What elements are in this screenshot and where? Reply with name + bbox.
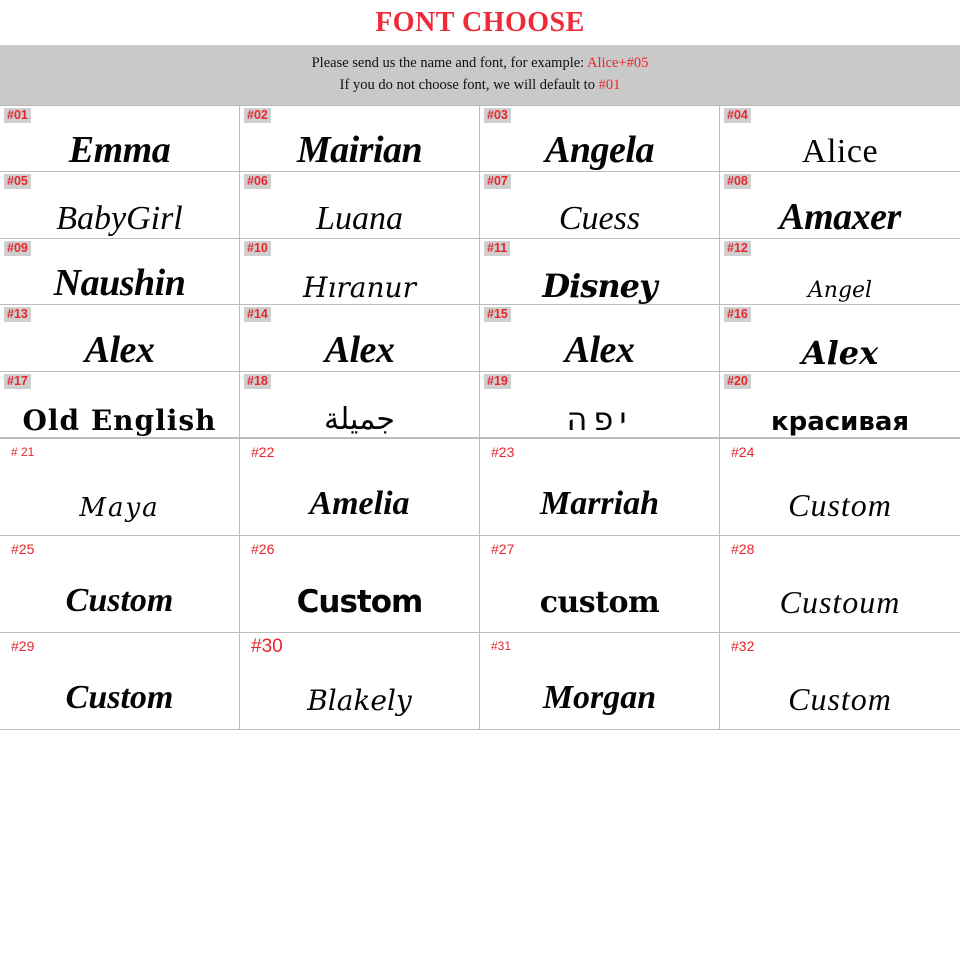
font-sample: Custom bbox=[788, 681, 892, 718]
font-sample: Custom bbox=[65, 679, 174, 717]
font-tag: #17 bbox=[4, 374, 31, 389]
font-tag: #07 bbox=[484, 174, 511, 189]
font-sample: Naushin bbox=[53, 262, 186, 305]
font-cell-05[interactable] bbox=[0, 172, 240, 239]
font-tag: #01 bbox=[4, 108, 31, 123]
font-sample: Disney bbox=[542, 267, 657, 306]
font-tag: #05 bbox=[4, 174, 31, 189]
font-sample: красивая bbox=[770, 407, 910, 438]
font-tag: #06 bbox=[244, 174, 271, 189]
font-sample: Maya bbox=[79, 493, 160, 524]
font-tag: #18 bbox=[244, 374, 271, 389]
font-cell-25[interactable] bbox=[0, 536, 240, 633]
instruction-line-1 bbox=[0, 52, 960, 74]
font-tag: #32 bbox=[731, 638, 755, 655]
font-cell-03[interactable] bbox=[480, 106, 720, 173]
font-tag: #11 bbox=[484, 241, 510, 256]
font-tag: #19 bbox=[484, 374, 511, 389]
font-cell-07[interactable] bbox=[480, 172, 720, 239]
font-cell-30[interactable] bbox=[240, 633, 480, 730]
font-cell-32[interactable] bbox=[720, 633, 960, 730]
font-sample: Marriah bbox=[539, 485, 660, 523]
font-cell-01[interactable] bbox=[0, 106, 240, 173]
font-cell-10[interactable] bbox=[240, 239, 480, 306]
font-cell-14[interactable] bbox=[240, 305, 480, 372]
font-tag: #25 bbox=[11, 541, 35, 558]
font-tag: #23 bbox=[491, 444, 515, 461]
font-tag: #30 bbox=[251, 636, 283, 658]
font-tag: #20 bbox=[724, 374, 751, 389]
font-tag: #26 bbox=[251, 541, 275, 558]
font-tag: #10 bbox=[244, 241, 271, 256]
font-tag: #14 bbox=[244, 307, 271, 322]
font-tag: #15 bbox=[484, 307, 511, 322]
font-cell-31[interactable] bbox=[480, 633, 720, 730]
font-cell-17[interactable] bbox=[0, 372, 240, 439]
font-cell-23[interactable] bbox=[480, 439, 720, 536]
font-cell-06[interactable] bbox=[240, 172, 480, 239]
font-cell-12[interactable] bbox=[720, 239, 960, 306]
font-cell-20[interactable] bbox=[720, 372, 960, 439]
font-tag: #27 bbox=[491, 541, 515, 558]
font-cell-29[interactable] bbox=[0, 633, 240, 730]
font-sample: BabyGirl bbox=[56, 199, 183, 237]
font-cell-19[interactable] bbox=[480, 372, 720, 439]
font-sample: Emma bbox=[68, 129, 171, 172]
instruction-default-code: #01 bbox=[598, 77, 621, 94]
font-tag: #03 bbox=[484, 108, 511, 123]
font-tag: #04 bbox=[724, 108, 751, 123]
instruction-line-1-text: Please send us the name and font, for example: bbox=[311, 54, 588, 71]
font-cell-02[interactable] bbox=[240, 106, 480, 173]
font-tag: #12 bbox=[724, 241, 751, 256]
font-sample: Luana bbox=[316, 199, 403, 237]
font-sample: Morgan bbox=[542, 679, 657, 717]
font-tag: #13 bbox=[4, 307, 31, 322]
font-sample: Alex bbox=[324, 328, 395, 371]
font-sample: Cuess bbox=[558, 199, 641, 237]
font-cell-21[interactable] bbox=[0, 439, 240, 536]
instruction-line-2 bbox=[0, 74, 960, 96]
font-sample: Custoum bbox=[779, 584, 901, 621]
font-sample: Blakely bbox=[307, 684, 412, 718]
font-sample: Angela bbox=[545, 129, 654, 172]
font-sample: Custom bbox=[788, 487, 892, 524]
font-sample: custom bbox=[539, 585, 660, 621]
font-sample: Alex bbox=[84, 328, 155, 371]
font-cell-09[interactable] bbox=[0, 239, 240, 306]
font-tag: #29 bbox=[11, 638, 35, 655]
font-sample: Alice bbox=[801, 133, 879, 171]
font-sample: Custom bbox=[296, 584, 423, 621]
font-sample: Custom bbox=[65, 582, 174, 620]
font-cell-08[interactable] bbox=[720, 172, 960, 239]
font-cell-11[interactable] bbox=[480, 239, 720, 306]
font-cell-27[interactable] bbox=[480, 536, 720, 633]
font-sample: יפה bbox=[566, 400, 633, 439]
font-tag: #24 bbox=[731, 444, 755, 461]
font-tag: #02 bbox=[244, 108, 271, 123]
font-cell-24[interactable] bbox=[720, 439, 960, 536]
font-cell-13[interactable] bbox=[0, 305, 240, 372]
instruction-line-2-text: If you do not choose font, we will default to bbox=[339, 77, 599, 94]
font-tag: #31 bbox=[491, 639, 512, 654]
font-tag: #16 bbox=[724, 307, 751, 322]
font-sample: Amelia bbox=[309, 485, 410, 523]
page-title: FONT CHOOSE bbox=[375, 7, 585, 38]
font-sample: جميلة bbox=[324, 402, 395, 438]
font-sample: Old English bbox=[22, 404, 217, 438]
font-cell-28[interactable] bbox=[720, 536, 960, 633]
footer-whitespace bbox=[0, 730, 960, 870]
font-cell-26[interactable] bbox=[240, 536, 480, 633]
font-sample: Alex bbox=[801, 333, 879, 372]
font-cell-16[interactable] bbox=[720, 305, 960, 372]
font-tag: #22 bbox=[251, 444, 275, 461]
font-cell-04[interactable] bbox=[720, 106, 960, 173]
font-sample: Mairian bbox=[296, 129, 423, 172]
instructions-banner bbox=[0, 45, 960, 105]
font-tag: # 21 bbox=[11, 445, 35, 460]
instruction-example-code: Alice+#05 bbox=[587, 54, 649, 71]
font-sample: Amaxer bbox=[779, 195, 901, 238]
font-cell-22[interactable] bbox=[240, 439, 480, 536]
font-grid-main bbox=[0, 105, 960, 439]
font-tag: #08 bbox=[724, 174, 751, 189]
font-cell-15[interactable] bbox=[480, 305, 720, 372]
font-sample: Angel bbox=[807, 278, 873, 304]
font-cell-18[interactable] bbox=[240, 372, 480, 439]
font-tag: #28 bbox=[731, 541, 755, 558]
font-sample: Hıranur bbox=[303, 271, 416, 305]
font-grid-custom bbox=[0, 438, 960, 730]
font-tag: #09 bbox=[4, 241, 31, 256]
font-sample: Alex bbox=[564, 328, 635, 371]
